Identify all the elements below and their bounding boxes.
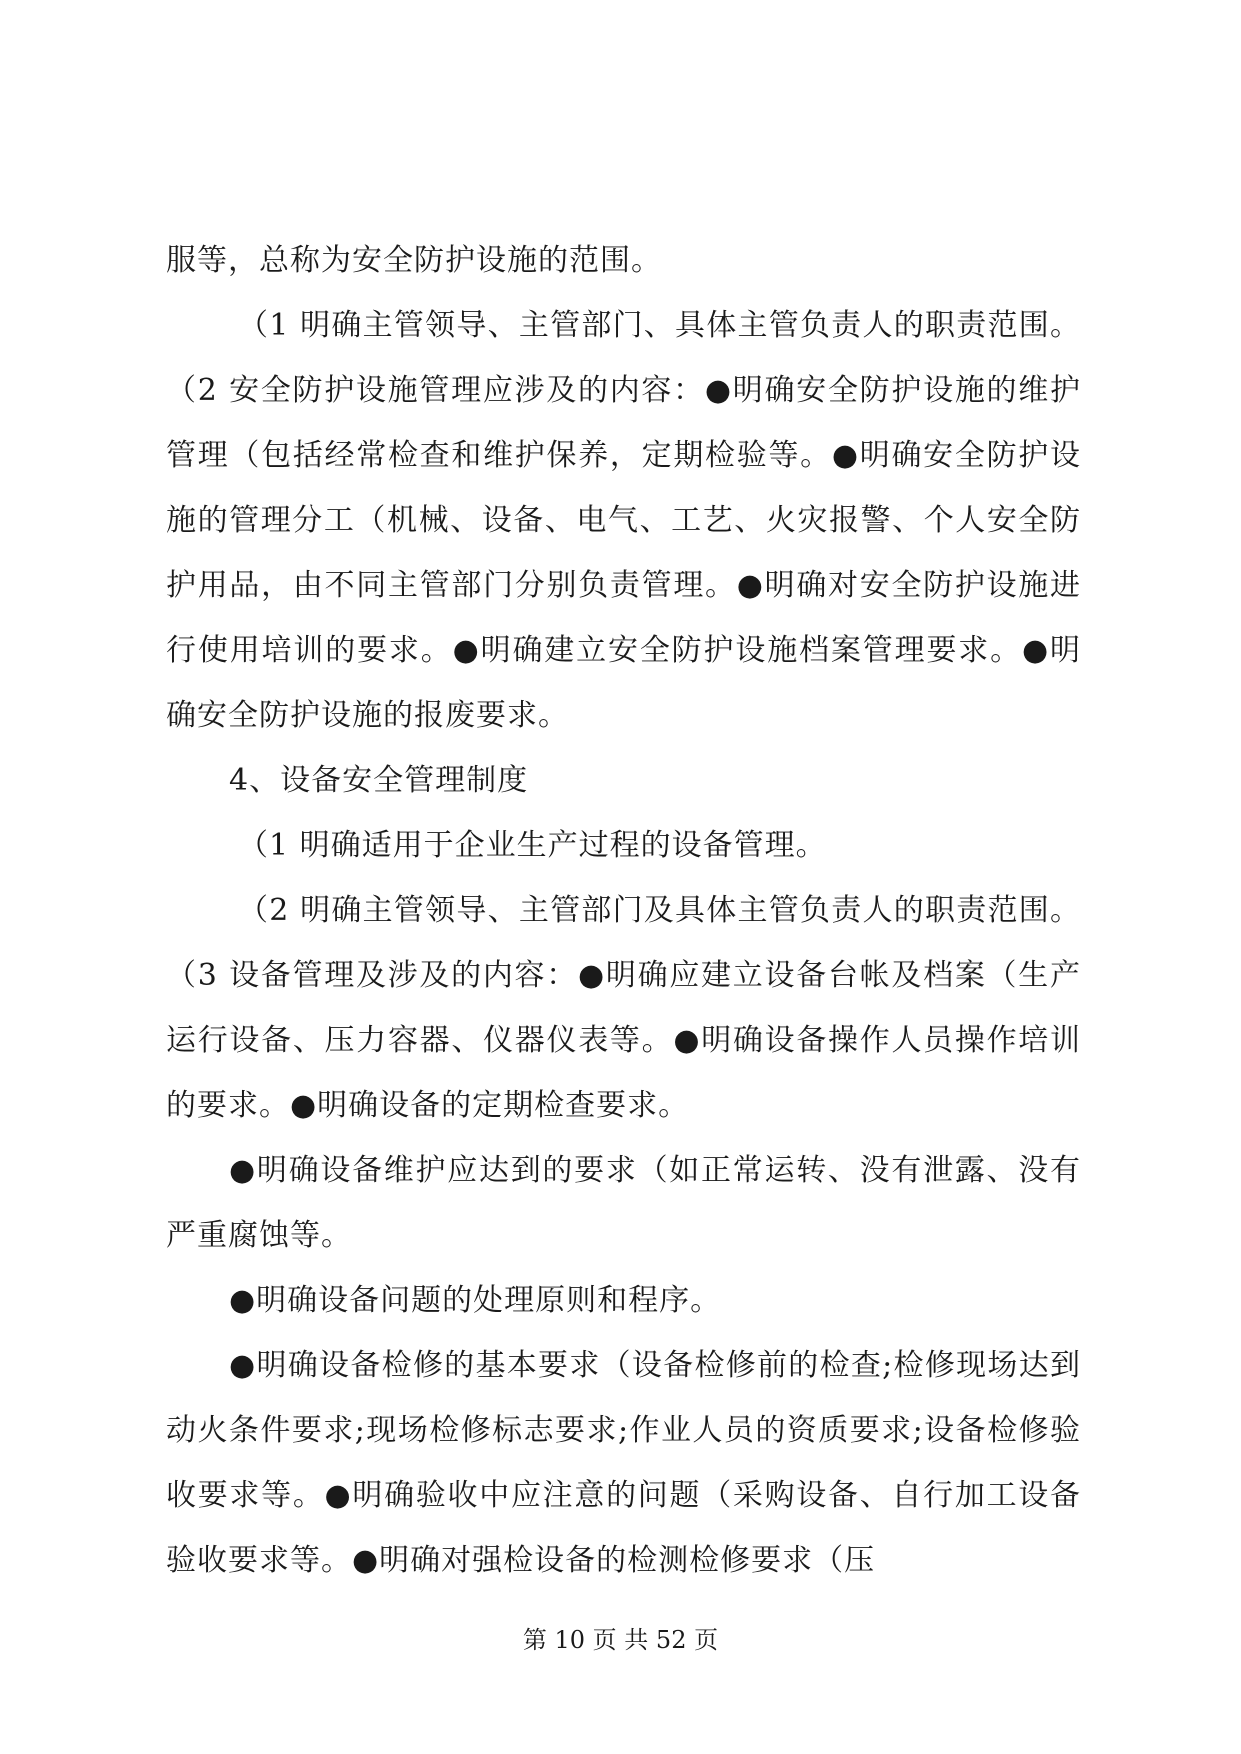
- document-body: [166, 228, 1081, 1593]
- paragraph-6: ●明确设备问题的处理原则和程序。: [229, 1283, 722, 1318]
- paragraph-4: （2 明确主管领导、主管部门及具体主管负责人的职责范围。（3 设备管理及涉及的内容：●明确应建立设备台帐及档案（生产运行设备、压力容器、仪器仪表等。●明确设备操作人员操作培训的要求。●明确设备的定期检查要求。: [166, 893, 1081, 1123]
- page-number-footer: 第 10 页 共 52 页: [522, 1626, 719, 1654]
- paragraph-5: ●明确设备维护应达到的要求（如正常运转、没有泄露、没有严重腐蚀等。: [166, 1153, 1081, 1253]
- paragraph-3: （1 明确适用于企业生产过程的设备管理。: [238, 828, 827, 863]
- paragraph-2: （1 明确主管领导、主管部门、具体主管负责人的职责范围。（2 安全防护设施管理应涉及的内容：●明确安全防护设施的维护管理（包括经常检查和维护保养，定期检验等。●明确安全防护设施的管理分工（机械、设备、电气、工艺、火灾报警、个人安全防护用品，由不同主管部门分别负责管理。●明确对安全防护设施进行使用培训的要求。●明确建立安全防护设施档案管理要求。●明确安全防护设施的报废要求。: [166, 308, 1081, 733]
- paragraph-1: 服等，总称为安全防护设施的范围。: [166, 243, 662, 278]
- paragraph-7: ●明确设备检修的基本要求（设备检修前的检查;检修现场达到动火条件要求;现场检修标志要求;作业人员的资质要求;设备检修验收要求等。●明确验收中应注意的问题（采购设备、自行加工设备验收要求等。●明确对强检设备的检测检修要求（压: [166, 1348, 1081, 1578]
- section-heading: 4、设备安全管理制度: [229, 763, 529, 798]
